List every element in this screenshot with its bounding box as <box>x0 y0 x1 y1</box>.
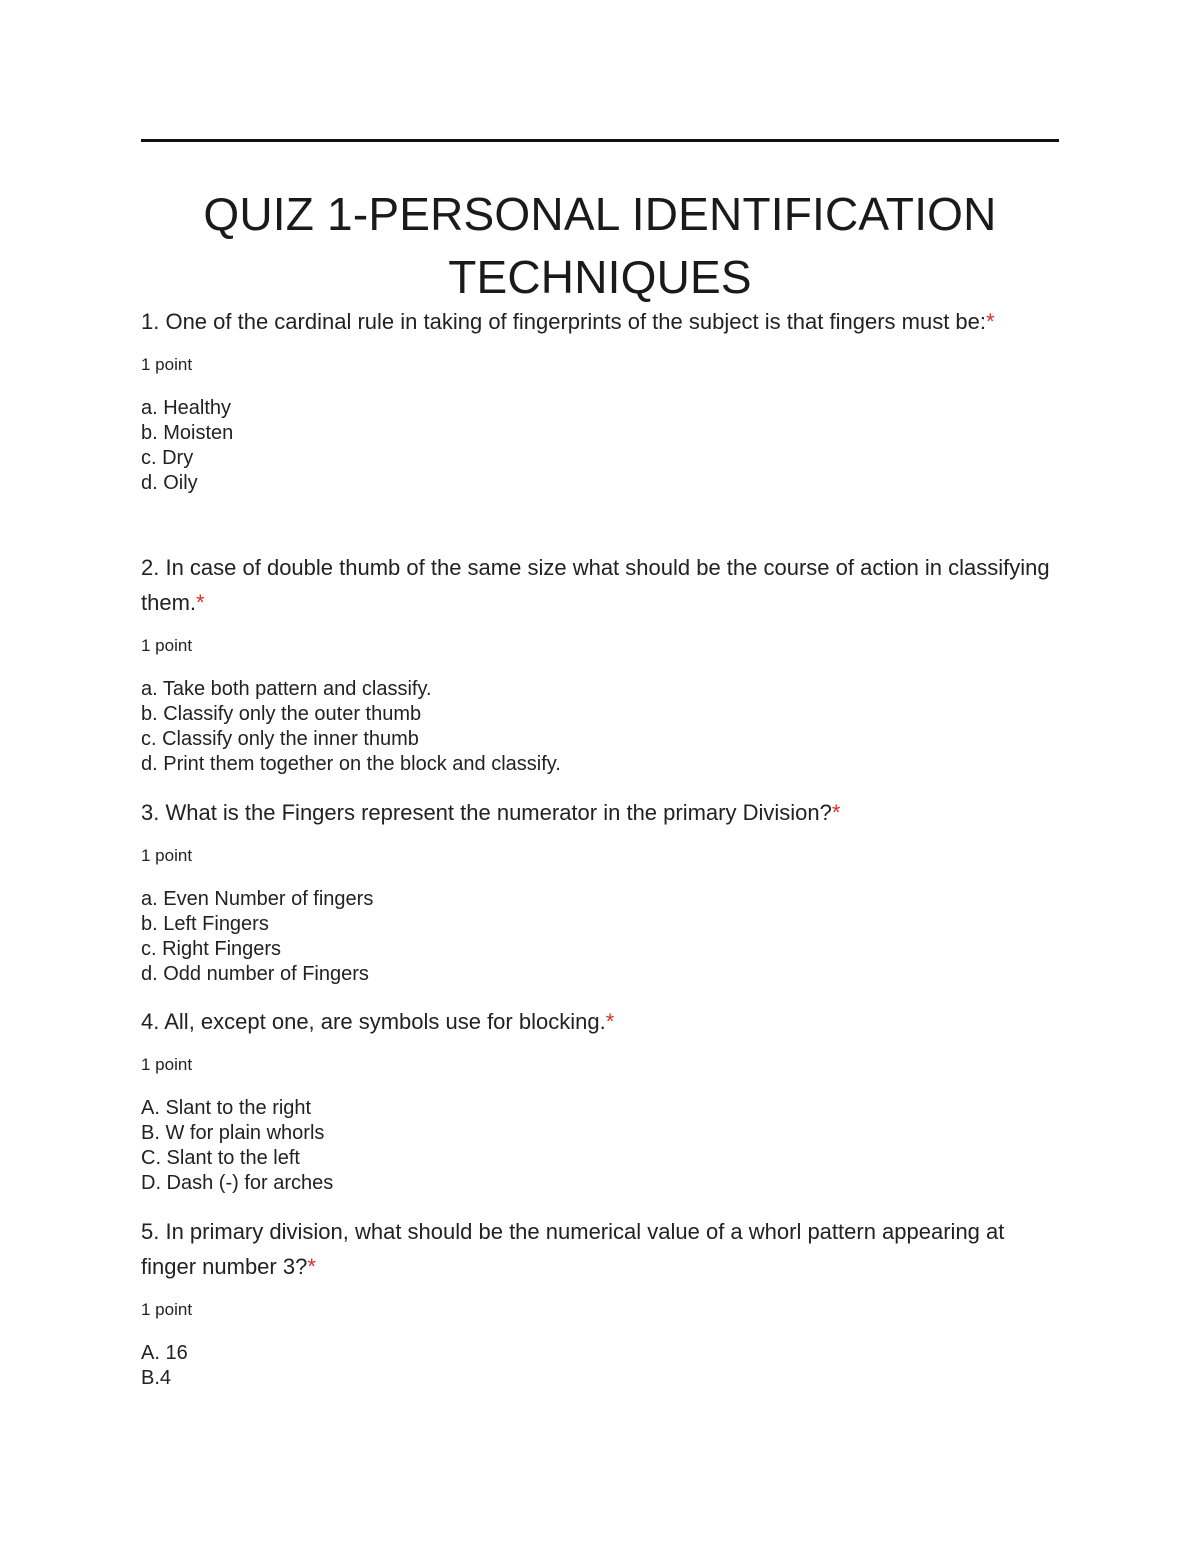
question-text <box>141 550 1059 620</box>
question-1 <box>141 304 1059 496</box>
required-marker: * <box>605 1009 615 1034</box>
option-item[interactable]: c. Dry <box>141 447 194 469</box>
question-2 <box>141 550 1059 777</box>
question-4-options <box>141 1096 1059 1196</box>
required-marker: * <box>196 590 205 615</box>
top-divider <box>141 139 1059 142</box>
title-line-2: TECHNIQUES <box>448 251 752 303</box>
option-item[interactable]: d. Oily <box>141 472 198 494</box>
question-5-text: 5. In primary division, what should be the numerical value of a whorl pattern appearing at finger number 3? <box>141 1219 1005 1279</box>
option-item[interactable]: B.4 <box>141 1367 172 1389</box>
option-item[interactable]: c. Classify only the inner thumb <box>141 728 419 750</box>
required-marker: * <box>307 1254 316 1279</box>
question-2-text: 2. In case of double thumb of the same size what should be the course of action in classifying them. <box>141 555 1050 615</box>
question-2-options <box>141 677 1059 777</box>
question-3 <box>141 795 1059 987</box>
question-4-points: 1 point <box>141 1055 193 1074</box>
question-5-options <box>141 1341 1059 1391</box>
option-item[interactable]: b. Left Fingers <box>141 913 269 935</box>
required-marker: * <box>986 309 995 334</box>
question-3-points: 1 point <box>141 846 193 865</box>
question-5-points: 1 point <box>141 1300 193 1319</box>
question-1-points: 1 point <box>141 355 193 374</box>
option-item[interactable]: A. Slant to the right <box>141 1097 312 1119</box>
page-title <box>141 183 1059 309</box>
option-item[interactable]: d. Print them together on the block and classify. <box>141 753 561 775</box>
option-item[interactable]: A. 16 <box>141 1342 188 1364</box>
option-item[interactable]: b. Moisten <box>141 422 234 444</box>
option-item[interactable]: d. Odd number of Fingers <box>141 963 369 985</box>
question-3-text: 3. What is the Fingers represent the numerator in the primary Division? <box>141 800 832 825</box>
question-text <box>141 1214 1059 1284</box>
title-line-1: QUIZ 1-PERSONAL IDENTIFICATION <box>203 188 997 240</box>
option-item[interactable]: B. W for plain whorls <box>141 1122 325 1144</box>
question-4 <box>141 1004 1059 1196</box>
option-item[interactable]: b. Classify only the outer thumb <box>141 703 422 725</box>
option-item[interactable]: a. Healthy <box>141 397 232 419</box>
option-item[interactable]: D. Dash (-) for arches <box>141 1172 334 1194</box>
option-item[interactable]: a. Even Number of fingers <box>141 888 374 910</box>
required-marker: * <box>831 800 841 825</box>
question-text <box>141 304 1059 339</box>
question-3-options <box>141 887 1059 987</box>
question-5 <box>141 1214 1059 1391</box>
option-item[interactable]: c. Right Fingers <box>141 938 282 960</box>
question-text <box>141 795 1059 830</box>
question-text <box>141 1004 1059 1039</box>
question-1-text: 1. One of the cardinal rule in taking of fingerprints of the subject is that fingers must be: <box>141 309 987 334</box>
question-2-points: 1 point <box>141 636 193 655</box>
question-1-options <box>141 396 1059 496</box>
option-item[interactable]: a. Take both pattern and classify. <box>141 678 432 700</box>
option-item[interactable]: C. Slant to the left <box>141 1147 300 1169</box>
question-4-text: 4. All, except one, are symbols use for blocking. <box>141 1009 606 1034</box>
